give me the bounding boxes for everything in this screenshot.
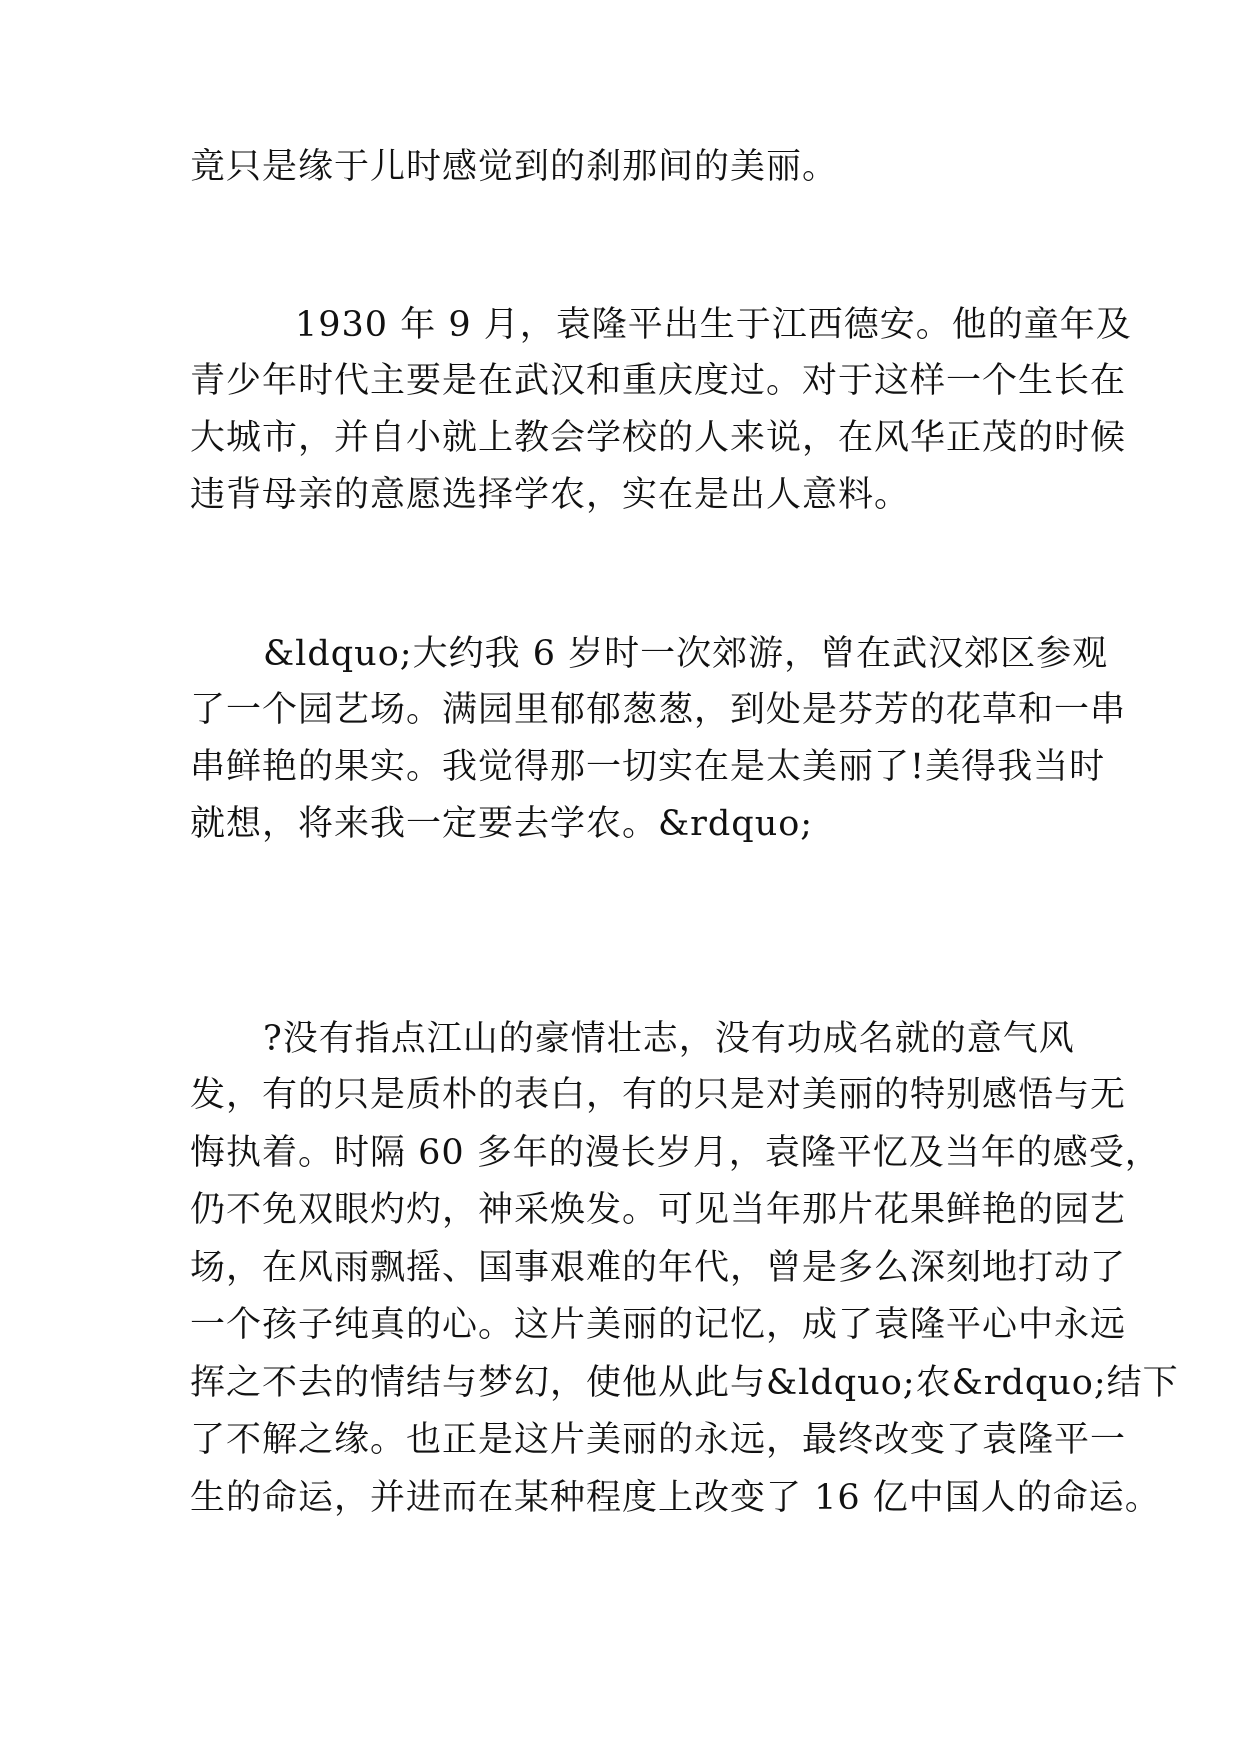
paragraph-3-line-2: 了一个园艺场。满园里郁郁葱葱，到处是芬芳的花草和一串 xyxy=(190,690,1127,730)
paragraph-4-line-6: 一个孩子纯真的心。这片美丽的记忆，成了袁隆平心中永远 xyxy=(190,1305,1127,1345)
paragraph-4-line-8: 了不解之缘。也正是这片美丽的永远，最终改变了袁隆平一 xyxy=(190,1420,1127,1460)
paragraph-2-line-2: 青少年时代主要是在武汉和重庆度过。对于这样一个生长在 xyxy=(190,361,1127,401)
paragraph-2-line-1: 1930 年 9 月，袁隆平出生于江西德安。他的童年及 xyxy=(295,305,1132,345)
paragraph-3-line-3: 串鲜艳的果实。我觉得那一切实在是太美丽了!美得我当时 xyxy=(190,747,1106,787)
paragraph-3-line-4: 就想，将来我一定要去学农。&rdquo; xyxy=(190,804,814,844)
paragraph-4-line-7: 挥之不去的情结与梦幻，使他从此与&ldquo;农&rdquo;结下 xyxy=(190,1363,1179,1403)
paragraph-2-line-3: 大城市，并自小就上教会学校的人来说，在风华正茂的时候 xyxy=(190,418,1127,458)
paragraph-4-line-1: ?没有指点江山的豪情壮志，没有功成名就的意气风 xyxy=(263,1019,1075,1059)
paragraph-4-line-4: 仍不免双眼灼灼，神采焕发。可见当年那片花果鲜艳的园艺 xyxy=(190,1190,1127,1230)
paragraph-4-line-9: 生的命运，并进而在某种程度上改变了 16 亿中国人的命运。 xyxy=(190,1478,1161,1518)
paragraph-1-line-1: 竟只是缘于儿时感觉到的刹那间的美丽。 xyxy=(190,147,839,187)
paragraph-4-line-2: 发，有的只是质朴的表白，有的只是对美丽的特别感悟与无 xyxy=(190,1075,1127,1115)
paragraph-4-line-5: 场，在风雨飘摇、国事艰难的年代，曾是多么深刻地打动了 xyxy=(190,1248,1127,1288)
paragraph-4-line-3: 悔执着。时隔 60 多年的漫长岁月，袁隆平忆及当年的感受， xyxy=(190,1133,1161,1173)
paragraph-3-line-1: &ldquo;大约我 6 岁时一次郊游，曾在武汉郊区参观 xyxy=(263,634,1109,674)
paragraph-2-line-4: 违背母亲的意愿选择学农，实在是出人意料。 xyxy=(190,475,911,515)
